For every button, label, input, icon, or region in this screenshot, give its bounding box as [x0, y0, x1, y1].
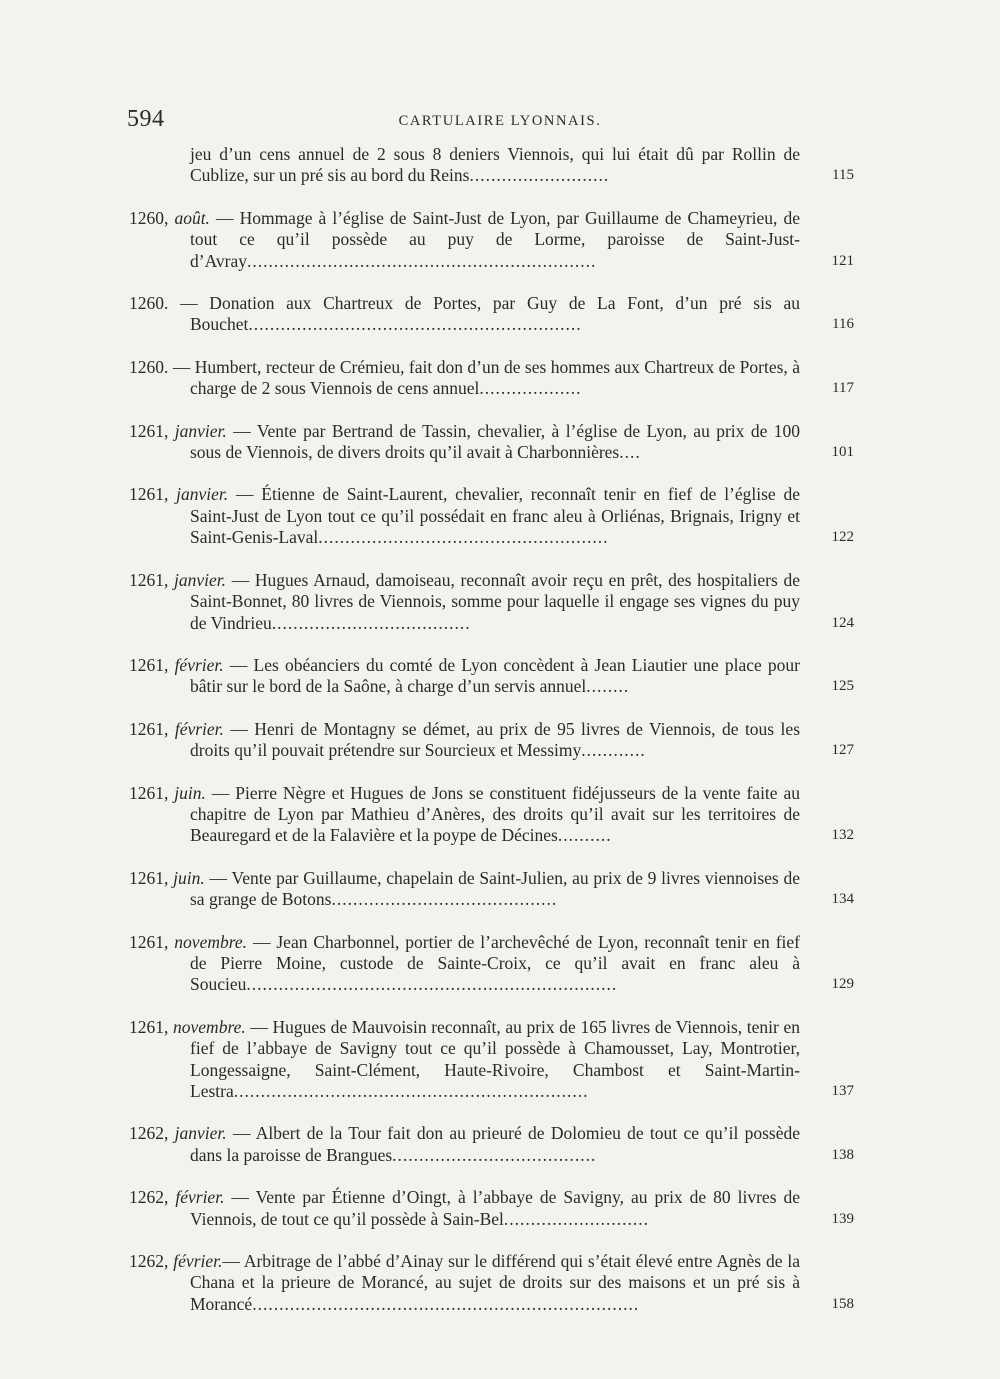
entry-text: — Jean Charbonnel, portier de l’archevêché de Lyon, reconnaît tenir en fief de Pierre Moine, custode de Sainte-Croix, ce qu’il avait en franc aleu à Soucieu [190, 931, 801, 995]
page-number: 594 [127, 106, 165, 132]
list-item [0, 570, 1000, 634]
leader-dots: ................................................................. [247, 250, 597, 271]
entry-text: — Humbert, recteur de Crémieu, fait don d’un de ses hommes aux Chartreux de Portes, à charge de 2 sous Viennois de cens annuel [168, 356, 800, 399]
entry-month: février. [174, 718, 224, 739]
list-item [0, 1187, 1000, 1230]
page-reference: 124 [831, 614, 854, 631]
leader-dots: ...................................................... [318, 527, 609, 548]
leader-dots: ........ [586, 676, 630, 697]
entry-text: — Pierre Nègre et Hugues de Jons se constituent fidéjusseurs de la vente faite au chapitre de Lyon par Mathieu d’Anères, des droits qu’il avait sur les territoires de Beauregard et de la Falavière et la poype de Décines [190, 782, 800, 846]
entry-date: 1261, [129, 931, 175, 952]
page-reference: 158 [831, 1295, 854, 1312]
entry-date: 1262, [129, 1251, 174, 1272]
entry-text: — Vente par Étienne d’Oingt, à l’abbaye de Savigny, au prix de 80 livres de Viennois, de tout ce qu’il possède à Sain-Bel [190, 1187, 801, 1229]
list-item [0, 208, 1000, 272]
entry-text: — Étienne de Saint-Laurent, chevalier, reconnaît tenir en fief de l’église de Saint-Just de Lyon tout ce qu’il possédait en franc aleu à Orliénas, Brignais, Irigny et Saint-Genis-Laval [190, 484, 801, 548]
entry-date: 1262, [129, 1187, 176, 1208]
leader-dots: .......................... [469, 165, 610, 186]
entry-text: — Vente par Guillaume, chapelain de Saint-Julien, au prix de 9 livres viennoises de sa grange de Botons [190, 867, 800, 910]
entry-month: janvier. [174, 1123, 227, 1144]
entry-text: — Albert de la Tour fait don au prieuré de Dolomieu de tout ce qu’il possède dans la paroisse de Brangues [190, 1123, 801, 1165]
page-reference: 132 [831, 827, 854, 844]
entry-text: — Hommage à l’église de Saint-Just de Lyon, par Guillaume de Chameyrieu, de tout ce qu’il possède au puy de Lorme, paroisse de Saint-Just-d’Avray [190, 207, 800, 271]
list-item [0, 868, 1000, 911]
entry-text: — Henri de Montagny se démet, au prix de 95 livres de Viennois, de tous les droits qu’il pouvait prétendre sur Sourcieux et Messimy [190, 718, 801, 761]
entry-date: 1261, [129, 654, 175, 675]
entry-month: janvier. [174, 420, 227, 441]
entry-text: — Arbitrage de l’abbé d’Ainay sur le différend qui s’était élevé entre Agnès de la Chana et la prieure de Morancé, au sujet de droits sur des maisons et un pré sis à Morancé [190, 1251, 801, 1314]
list-item [0, 932, 1000, 996]
entry-month: août. [174, 207, 210, 228]
page-reference: 101 [831, 444, 854, 461]
leader-dots: .... [619, 442, 641, 463]
entry-text: jeu d’un cens annuel de 2 sous 8 deniers Viennois, qui lui était dû par Rollin de Cublize, sur un pré sis au bord du Reins [190, 144, 800, 186]
list-item [0, 719, 1000, 762]
entry-month: février. [175, 1187, 225, 1208]
entry-month: février. [174, 654, 224, 675]
entry-date: 1261, [129, 782, 175, 803]
list-item [0, 783, 1000, 847]
list-item [0, 1251, 1000, 1315]
leader-dots: .................................................................. [233, 1081, 589, 1101]
entry-date: 1261, [129, 484, 177, 505]
entry-month: novembre. [174, 931, 248, 952]
leader-dots: ........................................................................ [252, 1293, 640, 1314]
page-reference: 121 [831, 252, 854, 269]
entry-text: — Hugues Arnaud, damoiseau, reconnaît avoir reçu en prêt, des hospitaliers de Saint-Bonnet, 80 livres de Viennois, somme pour laquelle il engage ses vignes du puy de Vindrieu [190, 569, 800, 633]
leader-dots: ........................... [503, 1208, 650, 1229]
list-item [0, 421, 1000, 464]
entry-date: 1262, [129, 1123, 175, 1144]
entry-date: 1261, [129, 420, 175, 441]
entry-text: — Les obéanciers du comté de Lyon concèdent à Jean Liautier une place pour bâtir sur le bord de la Saône, à charge d’un servis annuel [190, 654, 801, 697]
leader-dots: .......................................... [331, 889, 558, 910]
entry-list [0, 144, 1000, 1336]
page-reference: 139 [831, 1210, 854, 1227]
entry-date: 1260, [129, 207, 175, 228]
page-reference: 137 [831, 1083, 854, 1099]
entry-month: juin. [173, 867, 205, 888]
entry-date: 1261, [129, 867, 174, 888]
entry-date: 1261, [129, 569, 175, 590]
page-reference: 129 [831, 976, 854, 993]
entry-text: — Hugues de Mauvoisin reconnaît, au prix de 165 livres de Viennois, tenir en fief de l’abbaye de Savigny tout ce qu’il possède à Chamousset, Lay, Montrotier, Longessaigne, Saint-Clément, Haute-Rivoire, Chambost et Saint-Martin-Lestra [190, 1016, 801, 1101]
entry-text: — Donation aux Chartreux de Portes, par Guy de La Font, d’un pré sis au Bouchet [168, 293, 800, 335]
list-item [0, 357, 1000, 400]
entry-month: février. [173, 1251, 223, 1272]
leader-dots: ...................................... [392, 1144, 597, 1165]
entry-month: novembre. [173, 1016, 246, 1037]
entry-date: 1260. [129, 356, 169, 377]
list-item [0, 655, 1000, 698]
page-reference: 116 [832, 316, 854, 333]
leader-dots: ................... [479, 378, 582, 399]
entry-month: juin. [174, 782, 206, 803]
page-reference: 125 [831, 678, 854, 695]
page-reference: 117 [832, 380, 854, 397]
list-item [0, 1017, 1000, 1103]
entry-date: 1260. [129, 293, 169, 314]
leader-dots: .............................................................. [248, 314, 582, 335]
leader-dots: ..................................... [271, 612, 471, 633]
list-item [0, 293, 1000, 336]
entry-text: — Vente par Bertrand de Tassin, chevalier, à l’église de Lyon, au prix de 100 sous de Viennois, de divers droits qu’il avait à Charbonnières [190, 420, 801, 463]
page-reference: 134 [831, 891, 854, 908]
list-item [0, 1123, 1000, 1166]
page-reference: 127 [831, 742, 854, 759]
page-reference: 115 [832, 167, 854, 184]
leader-dots: .......... [557, 825, 612, 846]
entry-date: 1261, [129, 718, 175, 739]
entry-date: 1261, [129, 1016, 174, 1037]
list-item [0, 484, 1000, 548]
page-reference: 138 [831, 1146, 854, 1163]
list-item [0, 144, 1000, 187]
page-reference: 122 [831, 529, 854, 546]
leader-dots: ............ [581, 740, 646, 761]
running-title: CARTULAIRE LYONNAIS. [398, 113, 602, 129]
entry-month: janvier. [174, 569, 227, 590]
leader-dots: ..................................................................... [246, 974, 618, 995]
entry-month: janvier. [176, 484, 229, 505]
